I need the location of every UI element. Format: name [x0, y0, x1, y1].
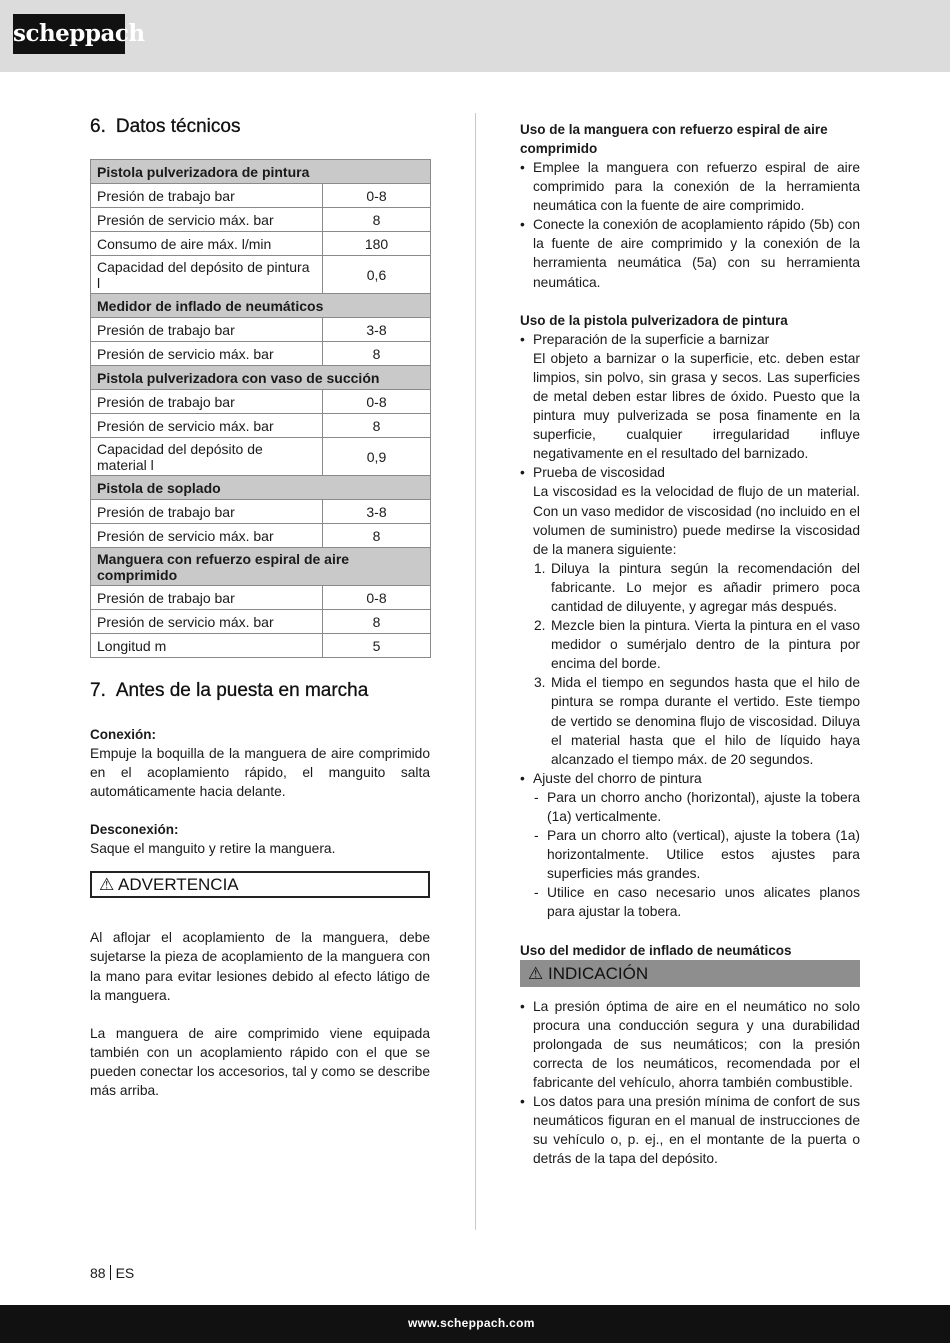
disconnection-title: Desconexión: [90, 822, 179, 838]
table-row [91, 414, 431, 438]
table-cell-value: 0-8 [323, 184, 431, 208]
table-cell-value: 0-8 [323, 390, 431, 414]
list-item: - Para un chorro alto (vertical), ajuste la tobera (1a) horizontalmente. Utilice estos ajustes para superficies más grandes. [520, 826, 860, 883]
table-row [91, 256, 431, 294]
warning-box [90, 871, 430, 898]
table-cell-label: Capacidad del depósito de pintura l [91, 256, 323, 294]
spray-gun-use-title: Uso de la pistola pulverizadora de pintura [520, 312, 788, 328]
table-cell-label: Pistola pulverizadora de pintura [91, 160, 431, 184]
table-section-row [91, 548, 431, 586]
tech-data-table [90, 159, 431, 658]
table-row [91, 184, 431, 208]
table-cell-label: Pistola pulverizadora con vaso de succión [91, 366, 431, 390]
table-cell-value: 3-8 [323, 318, 431, 342]
table-cell-label: Manguera con refuerzo espiral de aire comprimido [91, 548, 431, 586]
table-cell-label: Pistola de soplado [91, 476, 431, 500]
table-section-row [91, 294, 431, 318]
list-item: • Los datos para una presión mínima de confort de sus neumáticos figuran en el manual de instrucciones de su vehículo o, p. ej., en el montante de la puerta o detrás de la tapa del depósito. [520, 1092, 860, 1168]
table-cell-value: 8 [323, 610, 431, 634]
list-item: 2. Mezcle bien la pintura. Vierta la pintura en el vaso medidor o sumérjalo dentro de la pintura por encima del borde. [534, 618, 860, 672]
table-cell-label: Presión de trabajo bar [91, 318, 323, 342]
quick-coupling-paragraph: La manguera de aire comprimido viene equipada también con un acoplamiento rápido con el que se pueden conectar los accesorios, tal y como se describe más arriba. [90, 1025, 430, 1099]
table-section-row [91, 476, 431, 500]
list-item [520, 463, 860, 558]
table-cell-label: Presión de servicio máx. bar [91, 524, 323, 548]
prep-text: El objeto a barnizar o la superficie, etc. deben estar limpios, sin polvo, sin grasa y secos. Las superficies de metal deben estar libres de óxido. Puesto que la pintura muy pulverizada se posa finamente en la superficie, cualquier irregularidad influye negativamente en el resultado del barnizado. [533, 350, 860, 462]
table-cell-value: 0,9 [323, 438, 431, 476]
column-divider [475, 113, 476, 1230]
list-item: • Emplee la manguera con refuerzo espiral de aire comprimido para la conexión de la herramienta neumática con la fuente de aire comprimido. [520, 158, 860, 215]
table-cell-label: Presión de trabajo bar [91, 390, 323, 414]
brand-logo: scheppach [13, 14, 125, 54]
table-cell-label: Consumo de aire máx. l/min [91, 232, 323, 256]
hose-use-list [520, 158, 860, 292]
table-section-row [91, 160, 431, 184]
warning-paragraph: Al aflojar el acoplamiento de la manguera, debe sujetarse la pieza de acoplamiento de la manguera con la mano para evitar lesiones debido al efecto látigo de la manguera. [90, 930, 430, 1003]
table-cell-value: 180 [323, 232, 431, 256]
table-cell-label: Presión de servicio máx. bar [91, 414, 323, 438]
table-row [91, 390, 431, 414]
list-item: • Conecte la conexión de acoplamiento rápido (5b) con la fuente de aire comprimido y la conexión de la herramienta neumática (5a) con su herramienta neumática. [520, 215, 860, 291]
list-item: - Utilice en caso necesario unos alicates planos para ajustar la tobera. [520, 883, 860, 921]
viscosity-steps [520, 559, 860, 769]
list-item: - Para un chorro ancho (horizontal), ajuste la tobera (1a) verticalmente. [520, 788, 860, 826]
connection-text: Empuje la boquilla de la manguera de aire comprimido en el acoplamiento rápido, el manguito salta automáticamente hacia delante. [90, 746, 430, 800]
hose-use-title: Uso de la manguera con refuerzo espiral de aire comprimido [520, 122, 828, 156]
section-7-heading: 7. Antes de la puesta en marcha [90, 680, 369, 701]
table-cell-label: Presión de trabajo bar [91, 184, 323, 208]
page-footer [0, 1305, 950, 1343]
table-row [91, 438, 431, 476]
viscosity-label: Prueba de viscosidad [533, 465, 665, 481]
section-6-heading: 6. Datos técnicos [90, 116, 241, 137]
jet-adjust-label: • Ajuste del chorro de pintura [520, 769, 860, 788]
list-item: 3. Mida el tiempo en segundos hasta que el hilo de pintura se rompa durante el vertido. Este tiempo de vertido se denomina flujo de viscosidad. Diluya el material hasta que el hilo de líquido haya alcanzado el tiempo máx. de 20 segundos. [534, 675, 860, 767]
table-row [91, 634, 431, 658]
notice-box [520, 960, 860, 987]
table-row [91, 232, 431, 256]
table-cell-value: 8 [323, 342, 431, 366]
table-cell-value: 8 [323, 208, 431, 232]
list-item: • La presión óptima de aire en el neumático no solo procura una conducción segura y una durabilidad prolongada de sus neumáticos; con la presión correcta de los neumáticos, recomendada por el fabricante del vehículo, ahorra también combustible. [520, 997, 860, 1092]
table-cell-label: Presión de trabajo bar [91, 586, 323, 610]
warning-icon: ⚠ [99, 875, 115, 895]
jet-adjust-list [520, 788, 860, 922]
notice-icon: ⚠ [528, 963, 544, 983]
connection-title: Conexión: [90, 727, 156, 742]
table-cell-label: Capacidad del depósito de material l [91, 438, 323, 476]
warning-label: ADVERTENCIA [118, 875, 239, 895]
table-section-row [91, 366, 431, 390]
table-row [91, 318, 431, 342]
prep-label: Preparación de la superficie a barnizar [533, 331, 770, 347]
table-cell-label: Presión de servicio máx. bar [91, 342, 323, 366]
viscosity-text: La viscosidad es la velocidad de flujo de un material. Con un vaso medidor de viscosidad (no incluido en el volumen de suministro) puede medirse la viscosidad de la manera siguiente: [533, 484, 860, 557]
website-link[interactable]: www.scheppach.com [408, 1316, 535, 1330]
table-cell-value: 3-8 [323, 500, 431, 524]
table-cell-label: Presión de servicio máx. bar [91, 610, 323, 634]
table-cell-label: Medidor de inflado de neumáticos [91, 294, 431, 318]
table-cell-label: Presión de servicio máx. bar [91, 208, 323, 232]
table-row [91, 500, 431, 524]
page-number: 88 ES [90, 1265, 135, 1281]
left-column [90, 116, 430, 1100]
table-row [91, 610, 431, 634]
table-cell-value: 5 [323, 634, 431, 658]
table-row [91, 342, 431, 366]
table-cell-label: Presión de trabajo bar [91, 500, 323, 524]
table-cell-value: 8 [323, 524, 431, 548]
page-header [0, 0, 950, 72]
table-cell-value: 0-8 [323, 586, 431, 610]
disconnection-text: Saque el manguito y retire la manguera. [90, 841, 336, 857]
tire-gauge-title: Uso del medidor de inflado de neumáticos [520, 942, 792, 958]
table-row [91, 208, 431, 232]
tire-list [520, 997, 860, 1169]
list-item: 1. Diluya la pintura según la recomendación del fabricante. Lo mejor es añadir primero poca cantidad de diluyente, y agregar más después. [534, 560, 860, 614]
table-row [91, 524, 431, 548]
notice-label: INDICACIÓN [547, 963, 649, 983]
table-cell-label: Longitud m [91, 634, 323, 658]
table-row [91, 586, 431, 610]
table-cell-value: 0,6 [323, 256, 431, 294]
table-cell-value: 8 [323, 414, 431, 438]
right-column [520, 120, 860, 1168]
spray-gun-list [520, 330, 860, 559]
list-item [520, 330, 860, 464]
